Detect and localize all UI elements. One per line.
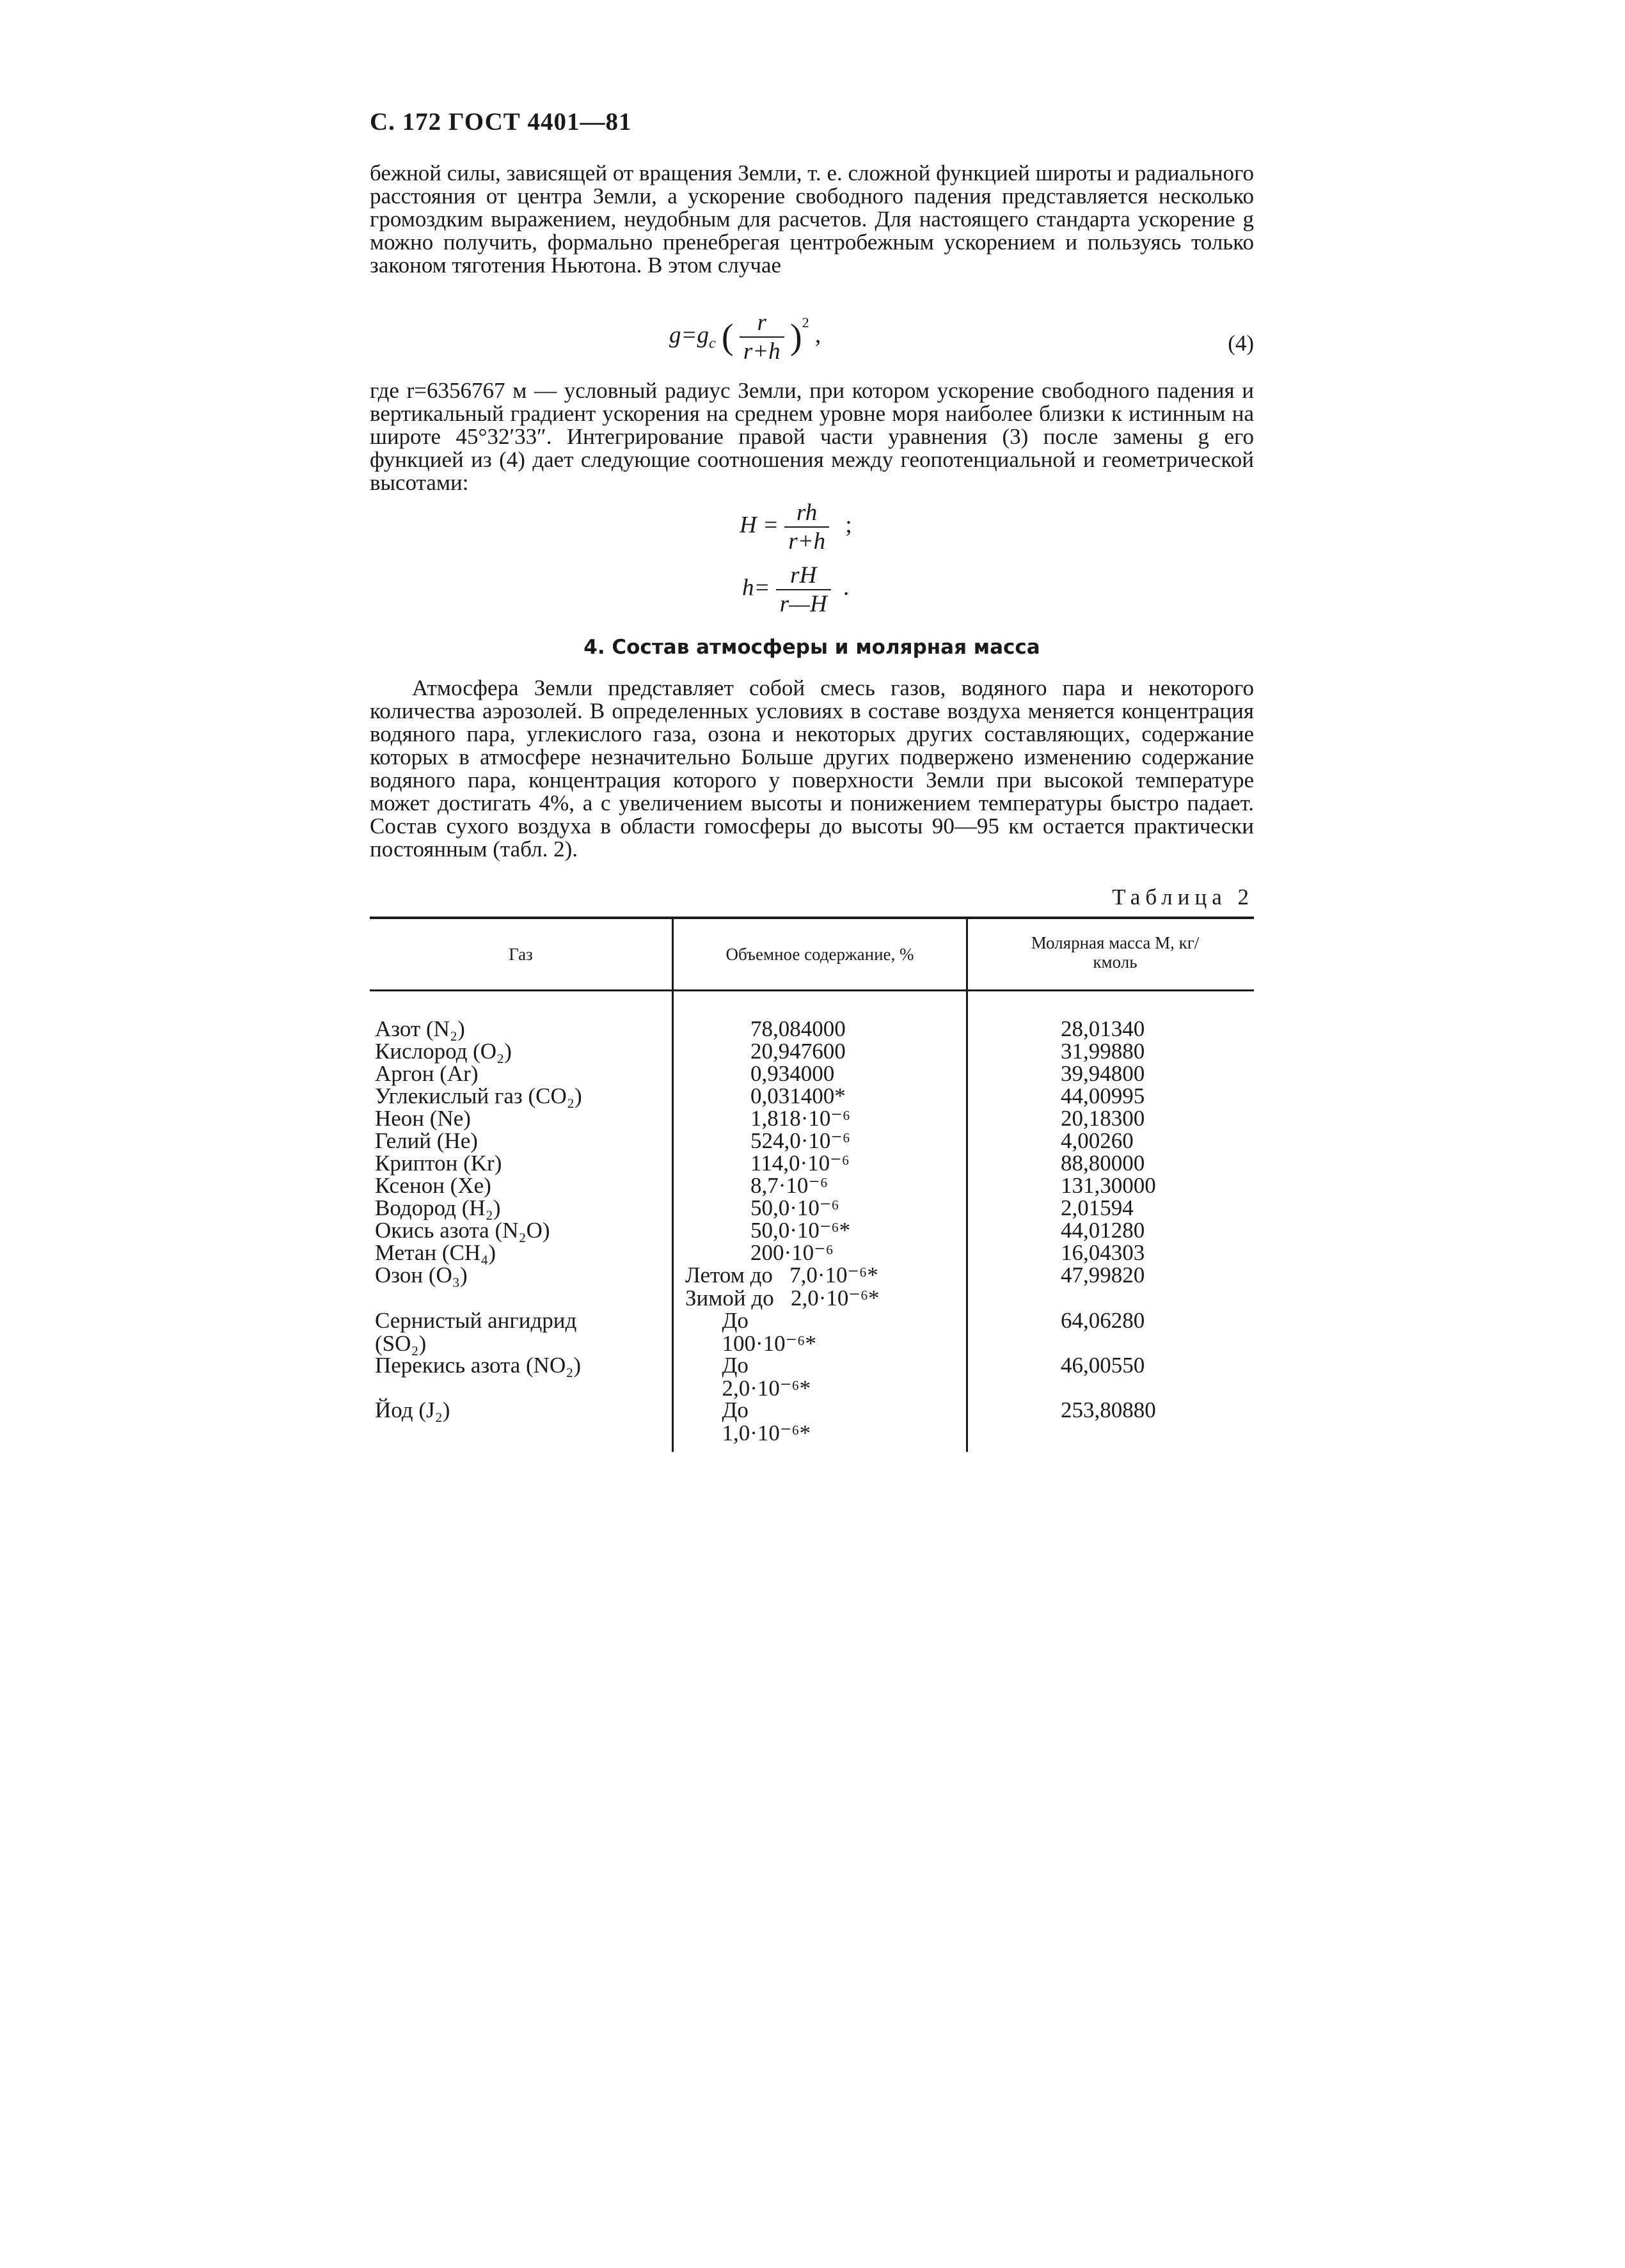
formula-h: [742, 562, 849, 618]
document-page: [370, 0, 1254, 2268]
formula-4: $g=g_c$ ( $\frac{r}{r+h}$ )$^2$ ,: [669, 310, 821, 365]
cell-gas: Метан (CH₄): [375, 1240, 496, 1265]
section-title: 4. Состав атмосферы и молярная масса: [583, 636, 1040, 659]
cell-volume: До 2,0·10⁻⁶*: [722, 1353, 811, 1401]
cell-mass: 47,99820: [1061, 1263, 1145, 1288]
table-header-rule: [370, 989, 1254, 991]
cell-volume: 8,7·10⁻⁶: [750, 1173, 828, 1198]
formula-4-num: r: [757, 310, 766, 336]
cell-volume: 50,0·10⁻⁶*: [750, 1218, 851, 1243]
paragraph-1: [370, 162, 1254, 277]
formula-4-fraction: [740, 309, 784, 365]
cell-mass: 44,01280: [1061, 1218, 1145, 1243]
cell-mass: 28,01340: [1061, 1016, 1145, 1041]
cell-mass: 4,00260: [1061, 1128, 1134, 1153]
cell-volume: До 100·10⁻⁶*: [722, 1308, 816, 1356]
page-header: С. 172 ГОСТ 4401—81: [370, 108, 632, 136]
table-header-gas: Газ: [509, 945, 533, 964]
cell-volume: 50,0·10⁻⁶: [750, 1195, 839, 1220]
cell-volume: До 1,0·10⁻⁶*: [722, 1398, 811, 1445]
paragraph-2-text: где r=6356767 м — условный радиус Земли, при котором ускорение свободного падения и вертикальный градиент ускорения на среднем уровне моря наиболее близки к истинным на широте 45°32′33″. Интегрирование правой части уравнения (3) после замены g его функцией из (4) дает следующие соотношения между геопотенциальной и геометрической высотами:: [370, 378, 1254, 495]
cell-gas: Окись азота (N₂O): [375, 1218, 550, 1243]
cell-mass: 2,01594: [1061, 1195, 1134, 1220]
cell-gas: Углекислый газ (CO₂): [375, 1083, 582, 1108]
cell-mass: 44,00995: [1061, 1083, 1145, 1108]
cell-gas: Гелий (He): [375, 1128, 478, 1153]
table-header-volume: Объемное содержание, %: [725, 945, 914, 964]
cell-mass: 16,04303: [1061, 1240, 1145, 1265]
formula-H-fraction: [784, 499, 829, 555]
cell-volume: Летом до 7,0·10⁻⁶* Зимой до 2,0·10⁻⁶*: [685, 1263, 880, 1311]
paragraph-1-text: бежной силы, зависящей от вращения Земли, т. е. сложной функцией широты и радиального расстояния от центра Земли, а ускорение свободного падения представляется несколько громоздким выражением, неудобным для расчетов. Для настоящего стандарта ускорение g можно получить, формально пренебрегая центробежным ускорением и пользуясь только законом тяготения Ньютона. В этом случае: [370, 161, 1254, 278]
table-divider-2-body: [966, 991, 968, 1452]
formula-4-lhs-sub: c: [708, 335, 716, 352]
formula-h-lhs: h=: [742, 574, 770, 601]
paragraph-3: [370, 677, 1254, 861]
cell-gas: Озон (O₃): [375, 1263, 468, 1288]
cell-gas: Криптон (Kr): [375, 1151, 502, 1176]
cell-volume: 114,0·10⁻⁶: [750, 1151, 850, 1176]
cell-gas: Кислород (O₂): [375, 1039, 512, 1064]
cell-mass: 88,80000: [1061, 1151, 1145, 1176]
cell-volume: 524,0·10⁻⁶: [750, 1128, 851, 1153]
cell-gas: Сернистый ангидрид (SO₂): [375, 1308, 577, 1356]
table-divider-2-head: [966, 917, 968, 989]
formula-H-num: rh: [797, 500, 818, 526]
cell-mass: 20,18300: [1061, 1106, 1145, 1131]
cell-volume: 78,084000: [750, 1016, 846, 1041]
cell-gas: Аргон (Ar): [375, 1061, 479, 1086]
formula-h-den: r—H: [776, 589, 831, 618]
cell-mass: 64,06280: [1061, 1308, 1145, 1333]
formula-H-den: r+h: [784, 526, 829, 555]
cell-gas: Йод (J₂): [375, 1398, 450, 1422]
formula-H-end: ;: [845, 512, 852, 539]
formula-h-end: .: [843, 574, 850, 601]
formula-4-den: r+h: [740, 336, 784, 365]
formula-4-power: 2: [802, 314, 809, 331]
cell-mass: 131,30000: [1061, 1173, 1156, 1198]
cell-volume: 1,818·10⁻⁶: [750, 1106, 851, 1131]
formula-4-number: (4): [1228, 331, 1254, 356]
formula-H: [740, 499, 852, 555]
cell-gas: Ксенон (Xe): [375, 1173, 491, 1198]
cell-mass: 31,99880: [1061, 1039, 1145, 1064]
table-caption: Таблица 2: [1112, 885, 1254, 910]
formula-H-lhs: H =: [740, 512, 779, 539]
cell-volume: 20,947600: [750, 1039, 846, 1064]
paragraph-2: [370, 379, 1254, 494]
table-header-mass: Молярная масса М, кг/кмоль: [1031, 933, 1200, 972]
cell-gas: Перекись азота (NO₂): [375, 1353, 582, 1378]
cell-mass: 39,94800: [1061, 1061, 1145, 1086]
formula-h-fraction: [776, 562, 831, 618]
cell-gas: Водород (H₂): [375, 1195, 501, 1220]
cell-volume: 200·10⁻⁶: [750, 1240, 834, 1265]
cell-gas: Азот (N₂): [375, 1016, 465, 1041]
cell-mass: 253,80880: [1061, 1398, 1156, 1422]
cell-gas: Неон (Ne): [375, 1106, 471, 1131]
cell-volume: 0,934000: [750, 1061, 835, 1086]
cell-mass: 46,00550: [1061, 1353, 1145, 1378]
formula-h-num: rH: [790, 562, 817, 588]
table-top-rule: [370, 917, 1254, 919]
table-divider-1-body: [672, 991, 674, 1452]
cell-volume: 0,031400*: [750, 1083, 846, 1108]
formula-4-lhs: g=g: [669, 322, 709, 349]
paragraph-3-text: Атмосфера Земли представляет собой смесь газов, водяного пара и некоторого количества аэрозолей. В определенных условиях в составе воздуха меняется концентрация водяного пара, углекислого газа, озона и некоторых других составляющих, содержание которых в атмосфере незначительно Больше других подвержено изменению содержание водяного пара, концентрация которого у поверхности Земли при высокой температуре может достигать 4%, а с увеличением высоты и понижением температуры быстро падает. Состав сухого воздуха в области гомосферы до высоты 90—95 км остается практически постоянным (табл. 2).: [370, 675, 1254, 862]
